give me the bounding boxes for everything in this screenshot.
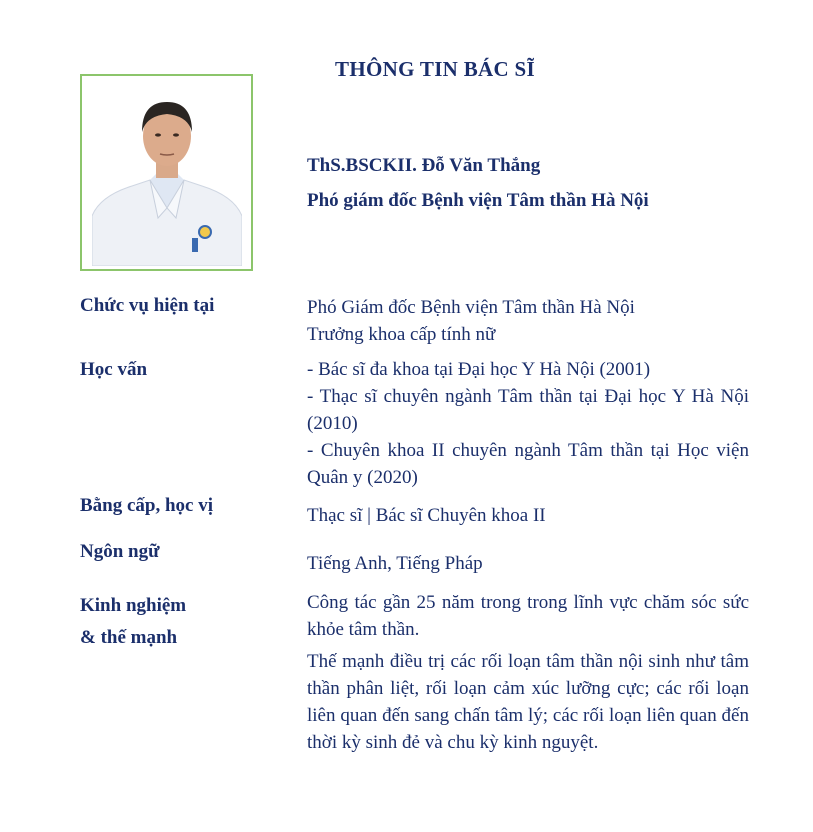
page-title: THÔNG TIN BÁC SĨ [335, 57, 535, 81]
doctor-name: ThS.BSCKII. Đỗ Văn Thắng [307, 155, 541, 176]
value-education [307, 356, 749, 491]
doctor-photo [92, 88, 242, 266]
value-experience [307, 589, 749, 756]
doctor-photo-frame [80, 74, 253, 271]
education-line: - Bác sĩ đa khoa tại Đại học Y Hà Nội (2001) [307, 359, 651, 380]
experience-paragraph: Công tác gần 25 năm trong trong lĩnh vực chăm sóc sức khỏe tâm thần. [307, 592, 749, 640]
label-degrees: Bằng cấp, học vị [80, 495, 214, 516]
label-experience-line2: & thế mạnh [80, 627, 178, 648]
education-line: - Chuyên khoa II chuyên ngành Tâm thần tại Học viện Quân y (2020) [307, 440, 749, 488]
label-education: Học vấn [80, 359, 148, 380]
value-degrees: Thạc sĩ | Bác sĩ Chuyên khoa II [307, 505, 546, 526]
label-languages: Ngôn ngữ [80, 541, 160, 562]
value-languages: Tiếng Anh, Tiếng Pháp [307, 553, 483, 574]
doctor-position: Phó giám đốc Bệnh viện Tâm thần Hà Nội [307, 190, 649, 211]
current-role-line: Trưởng khoa cấp tính nữ [307, 324, 496, 345]
experience-paragraph: Thế mạnh điều trị các rối loạn tâm thần nội sinh như tâm thần phân liệt, rối loạn cảm xúc lưỡng cực; các rối loạn liên quan đến sang chấn tâm lý; các rối loạn liên quan đến thời kỳ sinh đẻ và chu kỳ kinh nguyệt. [307, 651, 749, 753]
value-current-role [307, 294, 749, 348]
label-current-role: Chức vụ hiện tại [80, 295, 215, 316]
education-line: - Thạc sĩ chuyên ngành Tâm thần tại Đại học Y Hà Nội (2010) [307, 386, 749, 434]
label-experience-line1: Kinh nghiệm [80, 595, 187, 616]
current-role-line: Phó Giám đốc Bệnh viện Tâm thần Hà Nội [307, 297, 635, 318]
label-experience [80, 590, 186, 654]
